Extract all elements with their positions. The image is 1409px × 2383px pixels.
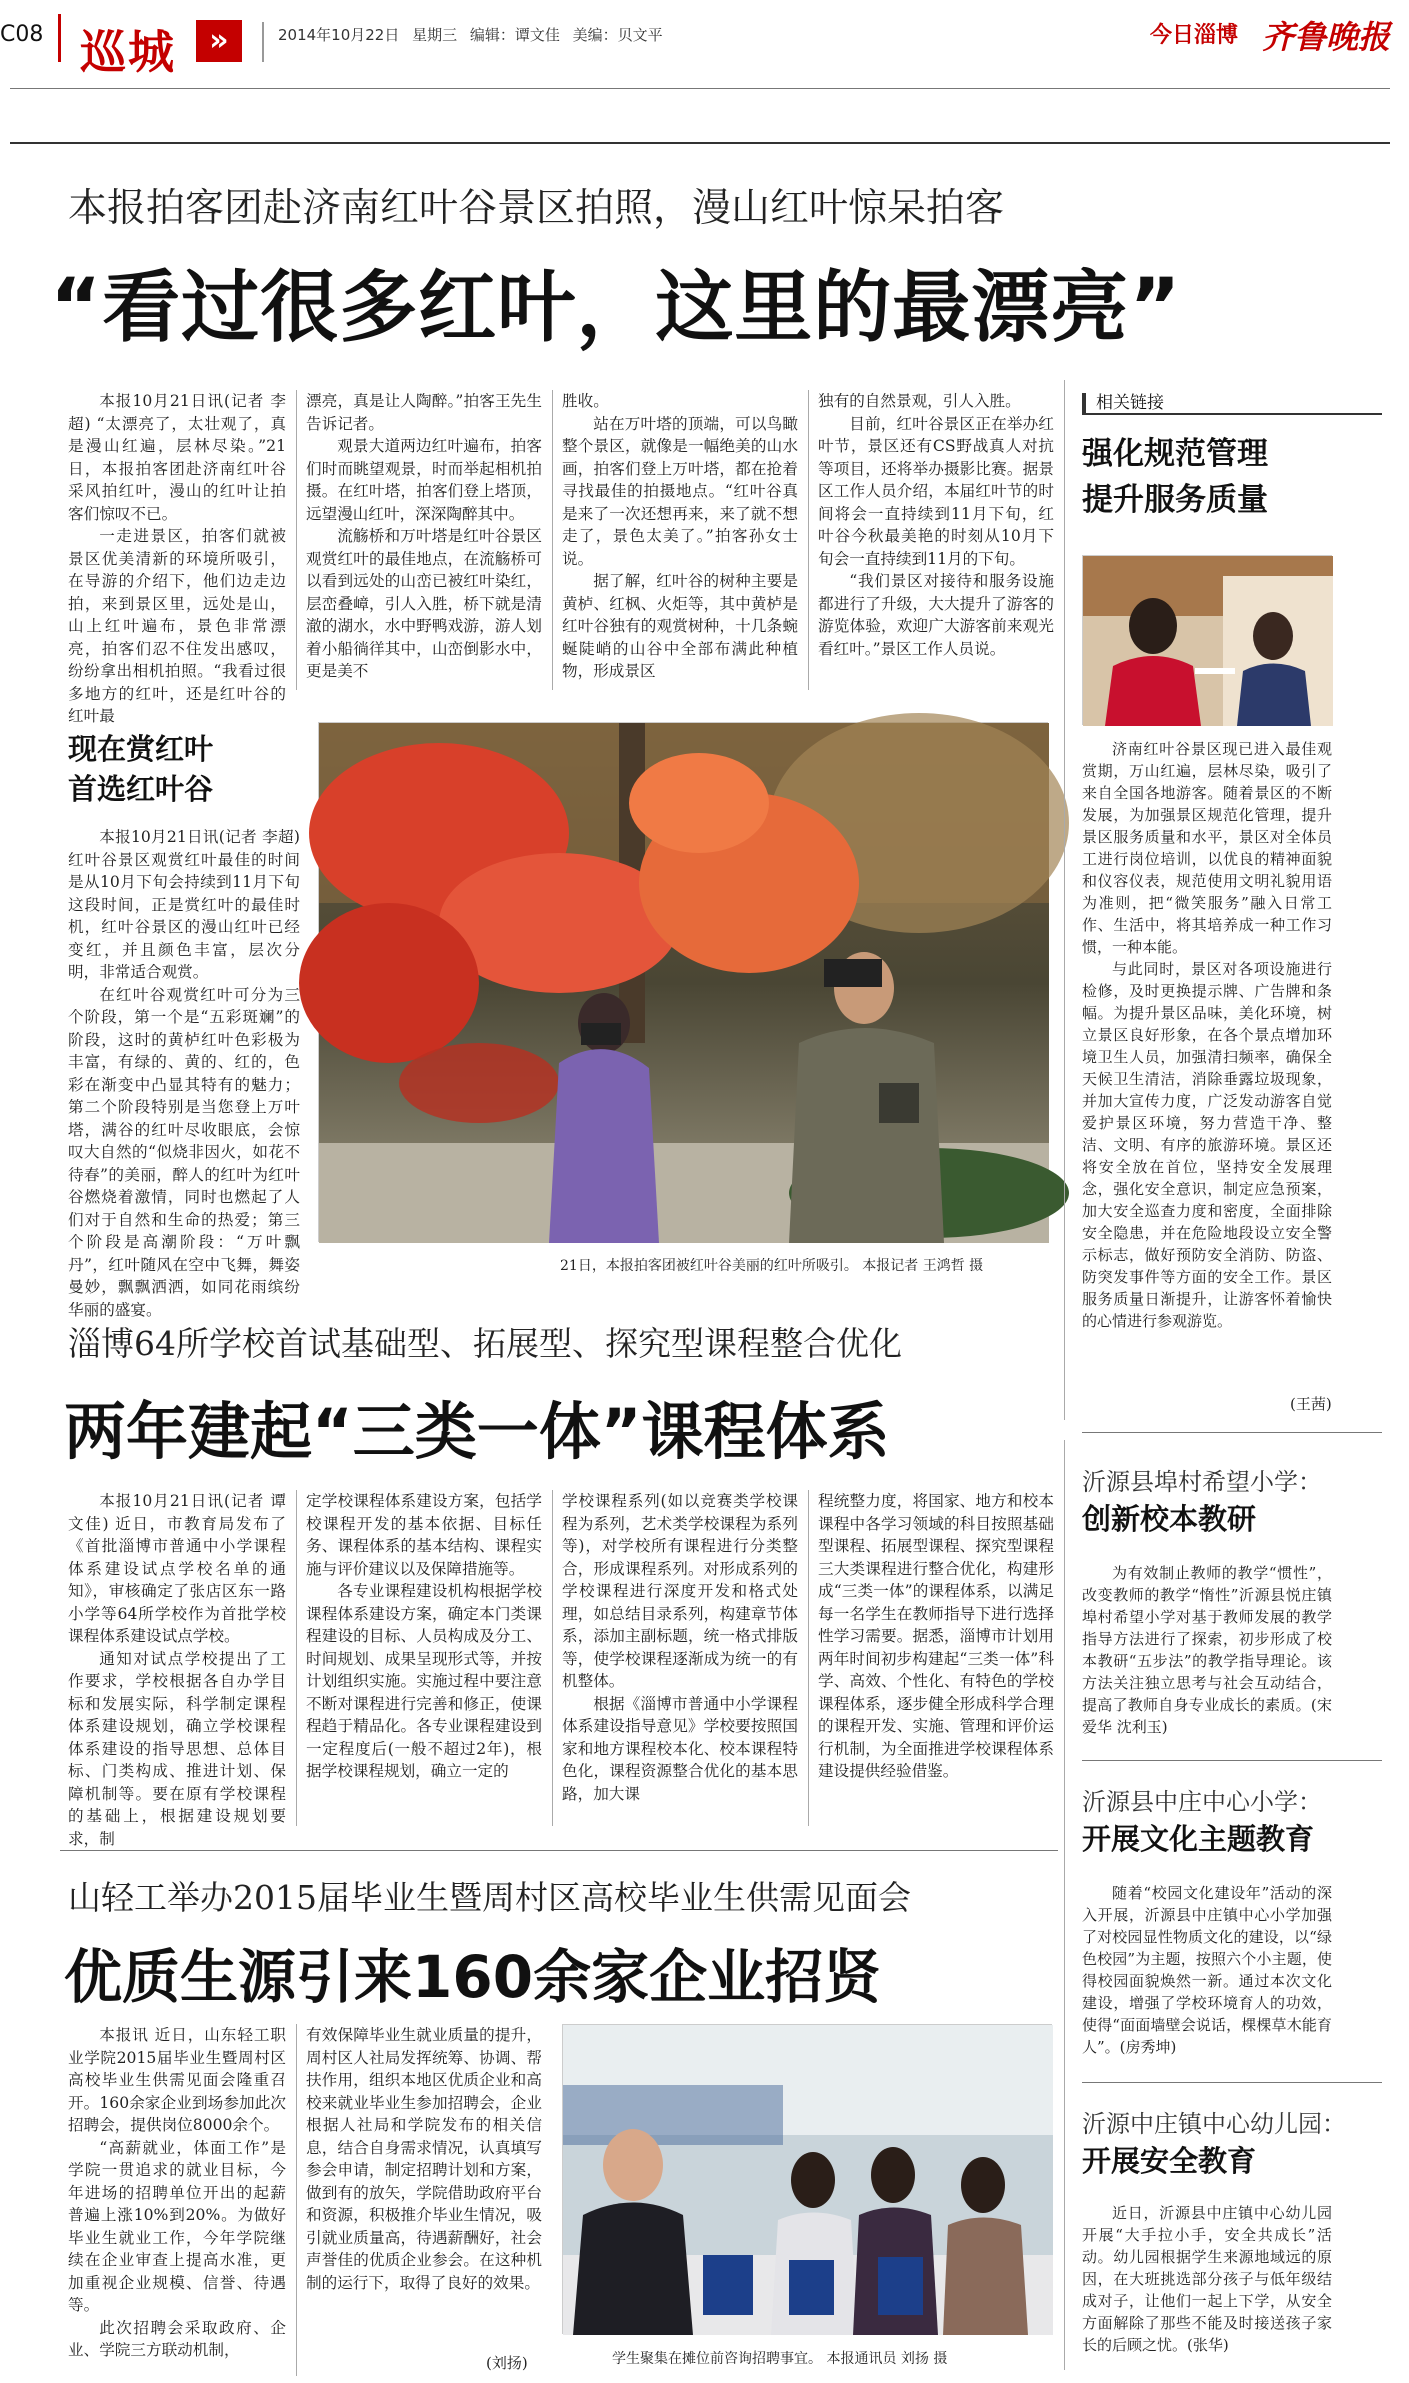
autumn-photographers-image: [319, 723, 1049, 1243]
related-links-tag: [1082, 393, 1382, 415]
page-number: C08: [0, 22, 44, 47]
paragraph: 本报10月21日讯(记者 谭文佳) 近日，市教育局发布了《首批淄博市普通中小学课程体系建设试点学校名单的通知》，审核确定了张店区东一路小学等64所学校作为首批学校课程体系建设试点学校。: [68, 1492, 286, 1645]
story1-col4: [818, 390, 1054, 690]
story1b-headline-line2: 首选红叶谷: [68, 772, 214, 806]
story2-col3: [562, 1490, 798, 1826]
sidebar2-item3-headline: 开展安全教育: [1082, 2144, 1257, 2178]
story1-kicker: 本报拍客团赴济南红叶谷景区拍照，漫山红叶惊呆拍客: [68, 186, 1005, 231]
column-rule: [808, 1490, 809, 1826]
paragraph: 济南红叶谷景区现已进入最佳观赏期，万山红遍，层林尽染，吸引了来自全国各地游客。随着景区的不断发展，为加强景区规范化管理，提升景区服务质量和水平，景区对全体员工进行岗位培训，以优良的精神面貌和仪容仪表，规范使用文明礼貌用语为准则，把“微笑服务”融入日常工作、生活中，将其培养成一种工作习惯，一种本能。: [1082, 740, 1332, 956]
paragraph: 学校课程系列(如以竞赛类学校课程为系列，艺术类学校课程为系列等)，对学校所有课程进行分类整合，形成课程系列。对形成系列的学校课程进行深度开发和格式处理，如总结目录系列，构建章节体系，添加主副标题，统一格式排版等，使学校课程逐渐成为统一的有机整体。: [562, 1492, 798, 1690]
column-rule: [296, 2024, 297, 2376]
top-rule: [10, 142, 1390, 144]
paragraph: “我们景区对接待和服务设施都进行了升级，大大提升了游客的游览体验，欢迎广大游客前来观光看红叶。”景区工作人员说。: [818, 572, 1054, 658]
brand-logo: 齐鲁晚报: [1262, 18, 1391, 56]
sidebar2-item1-body: [1082, 1562, 1332, 1742]
sidebar2-item3-body: [1082, 2202, 1332, 2378]
story3-col2: [306, 2024, 542, 2354]
masthead-divider: [262, 22, 264, 62]
related-links-label: 相关链接: [1082, 393, 1172, 413]
paragraph: 根据《淄博市普通中小学课程体系建设指导意见》学校要按照国家和地方课程校本化、校本课程特色化，课程资源整合优化的基本思路，加大课: [562, 1694, 798, 1803]
sidebar1-body: [1082, 738, 1332, 1390]
sidebar2-item2-headline: 开展文化主题教育: [1082, 1822, 1315, 1856]
sidebar2-item2-kicker: 沂源县中庄中心小学：: [1082, 1788, 1322, 1816]
story2-col1: [68, 1490, 286, 1848]
story3-photo-caption: 学生聚集在摊位前咨询招聘事宜。 本报通讯员 刘扬 摄: [612, 2351, 948, 2367]
paragraph: 观景大道两边红叶遍布，拍客们时而眺望观景，时而举起相机拍摄。在红叶塔，拍客们登上塔顶，远望漫山红叶，深深陶醉其中。: [306, 437, 542, 523]
page-number-divider: [58, 14, 61, 62]
column-rule: [296, 390, 297, 690]
sidebar2-item1-headline: 创新校本教研: [1082, 1502, 1257, 1536]
masthead: [0, 0, 1409, 80]
story1-col1: [68, 390, 286, 725]
section-title: 巡城: [80, 25, 176, 79]
story1b-body: [68, 826, 300, 1319]
story3-kicker: 山轻工举办2015届毕业生暨周村区高校毕业生供需见面会: [68, 1878, 911, 1917]
paragraph: 为有效制止教师的教学“惯性”，改变教师的教学“惰性”沂源县悦庄镇埠村希望小学对基于教师发展的教学指导方法进行了探索，初步形成了校本教研“五步法”的教学指导理论。该方法关注独立思考与社会互动结合，提高了教师自身专业成长的素质。(宋爱华 沈利玉): [1082, 1564, 1332, 1736]
paragraph: 通知对试点学校提出了工作要求，学校根据各自办学目标和发展实际，科学制定课程体系建设规划，确立学校课程体系建设的指导思想、总体目标、门类构成、推进计划、保障机制等。要在原有学校课程的基础上，根据建设规划要求，制: [68, 1649, 286, 1848]
column-rule: [552, 1490, 553, 1826]
paragraph: “高薪就业，体面工作”是学院一贯追求的就业目标，今年进场的招聘单位开出的起薪普遍上涨10%到20%。为做好毕业生就业工作，今年学院继续在企业审查上提高水准，更加重视企业规模、信誉、待遇等。: [68, 2138, 286, 2314]
column-rule: [808, 390, 809, 690]
sidebar-divider: [1082, 1432, 1382, 1433]
sidebar1-photo: [1082, 555, 1332, 725]
paragraph: 胜收。: [562, 392, 609, 410]
story2-col4: [818, 1490, 1054, 1826]
paragraph: 程统整力度，将国家、地方和校本课程中各学习领域的科目按照基础型课程、拓展型课程、探究型课程三大类课程进行整合优化，构建形成“三类一体”的课程体系，以满足每一名学生在教师指导下进行选择性学习需要。据悉，淄博市计划用两年时间初步构建起“三类一体”科学、高效、个性化、有特色的学校课程体系，逐步健全形成科学合理的课程开发、实施、管理和评价运行机制，为全面推进学校课程体系建设提供经验借鉴。: [818, 1492, 1054, 1780]
paragraph: 定学校课程体系建设方案，包括学校课程开发的基本依据、目标任务、课程体系的基本结构、课程实施与评价建议以及保障措施等。: [306, 1492, 542, 1578]
paragraph: 漂亮，真是让人陶醉。”拍客王先生告诉记者。: [306, 392, 542, 433]
brand-today-zibo: 今日淄博: [1150, 22, 1239, 48]
paragraph: 与此同时，景区对各项设施进行检修，及时更换提示牌、广告牌和条幅。为提升景区品味，美化环境，树立景区良好形象，在各个景点增加环境卫生人员，加强清扫频率，确保全天候卫生清洁，消除垂露垃圾现象，并加大宣传力度，广泛发动游客自觉爱护景区环境，努力营造干净、整洁、文明、有序的旅游环境。景区还将安全放在首位，坚持安全发展理念，强化安全意识，制定应急预案，加大安全巡查力度和密度，全面排除安全隐患，并在危险地段设立安全警示标志，做好预防安全消防、防盗、防突发事件等方面的安全工作。景区服务质量日渐提升，让游客怀着愉快的心情进行参观游览。: [1082, 960, 1332, 1330]
paragraph: 一走进景区，拍客们就被景区优美清新的环境所吸引，在导游的介绍下，他们边走边拍，来到景区里，远处是山，山上红叶遍布，景色非常漂亮，拍客们忍不住发出感叹，纷纷拿出相机拍照。“我看过很多地方的红叶，还是红叶谷的红叶最: [68, 527, 286, 725]
sidebar1-headline-line2: 提升服务质量: [1082, 482, 1268, 518]
paragraph: 本报10月21日讯(记者 李超) 红叶谷景区观赏红叶最佳的时间是从10月下旬会持续到11月下旬这段时间，正是赏红叶的最佳时机，红叶谷景区的漫山红叶已经变红，并且颜色丰富，层次分明，非常适合观赏。: [68, 828, 300, 981]
story-divider: [60, 1850, 1058, 1851]
sidebar1-byline: (王茜): [1290, 1395, 1332, 1413]
sidebar2-item3-kicker: 沂源中庄镇中心幼儿园：: [1082, 2110, 1346, 2138]
job-fair-image: [563, 2025, 1053, 2335]
paragraph: 站在万叶塔的顶端，可以鸟瞰整个景区，就像是一幅绝美的山水画，拍客们登上万叶塔，都在抢着寻找最佳的拍摄地点。“红叶谷真是来了一次还想再来，来了就不想走了，景色太美了。”拍客孙女士说。: [562, 414, 798, 568]
paragraph: 本报10月21日讯(记者 李超) “太漂亮了，太壮观了，真是漫山红遍，层林尽染。”21日，本报拍客团赴济南红叶谷采风拍红叶，漫山的红叶让拍客们惊叹不已。: [68, 392, 286, 523]
sidebar2-item1-kicker: 沂源县埠村希望小学：: [1082, 1468, 1322, 1496]
story2-kicker: 淄博64所学校首试基础型、拓展型、探究型课程整合优化: [68, 1324, 902, 1363]
story1-photo: [318, 722, 1048, 1242]
paragraph: 有效保障毕业生就业质量的提升，周村区人社局发挥统筹、协调、帮扶作用，组织本地区优质企业和高校来就业毕业生参加招聘会，企业根据人社局和学院发布的相关信息，结合自身需求情况，认真填写参会申请，制定招聘计划和方案，做到有的放矢，学院借助政府平台和资源，积极推介毕业生情况，吸引就业质量高，待遇薪酬好，社会声誉佳的优质企业参会。在这种机制的运行下，取得了良好的效果。: [306, 2026, 542, 2292]
sidebar1-headline-line1: 强化规范管理: [1082, 436, 1268, 472]
column-rule: [296, 1490, 297, 1826]
sidebar-rule: [1064, 1440, 1065, 2370]
paragraph: 此次招聘会采取政府、企业、学院三方联动机制，: [68, 2318, 286, 2359]
dateline: 2014年10月22日 星期三 编辑：谭文佳 美编：贝文平: [278, 26, 663, 44]
paragraph: 独有的自然景观，引人入胜。: [818, 392, 1021, 410]
story1-col2: [306, 390, 542, 690]
story3-byline: (刘扬): [486, 2354, 528, 2372]
story3-headline: 优质生源引来160余家企业招贤: [64, 1943, 882, 2011]
column-rule: [552, 390, 553, 690]
sidebar-rule: [1064, 380, 1065, 1420]
paragraph: 据了解，红叶谷的树种主要是黄栌、红枫、火炬等，其中黄栌是红叶谷独有的观赏树种，十几条蜿蜒陡峭的山谷中全部布满此种植物，形成景区: [562, 572, 798, 680]
staff-training-image: [1083, 556, 1333, 726]
masthead-rule: [10, 88, 1390, 89]
paragraph: 各专业课程建设机构根据学校课程体系建设方案，确定本门类课程建设的目标、人员构成及分工、时间规划、成果呈现形式等，并按计划组织实施。实施过程中要注意不断对课程进行完善和修正，使课程趋于精品化。各专业课程建设到一定程度后(一般不超过2年)，根据学校课程规划，确立一定的: [306, 1582, 542, 1780]
story1-col3: [562, 390, 798, 690]
sidebar2-item2-body: [1082, 1882, 1332, 2062]
story1-photo-caption: 21日，本报拍客团被红叶谷美丽的红叶所吸引。 本报记者 王鸿哲 摄: [560, 1258, 984, 1274]
paragraph: 本报讯 近日，山东轻工职业学院2015届毕业生暨周村区高校毕业生供需见面会隆重召开。160余家企业到场参加此次招聘会，提供岗位8000余个。: [68, 2026, 286, 2134]
story1b-headline-line1: 现在赏红叶: [68, 732, 214, 766]
story3-col1: [68, 2024, 286, 2376]
sidebar-divider: [1082, 1760, 1382, 1761]
story2-col2: [306, 1490, 542, 1826]
paragraph: 在红叶谷观赏红叶可分为三个阶段，第一个是“五彩斑斓”的阶段，这时的黄栌红叶色彩极为丰富，有绿的、黄的、红的，色彩在渐变中凸显其特有的魅力；第二个阶段特别是当您登上万叶塔，满谷的红叶尽收眼底，会惊叹大自然的“似烧非因火，如花不待春”的美丽，醉人的红叶为红叶谷燃烧着激情，同时也燃起了人们对于自然和生命的热爱；第三个阶段是高潮阶段：“万叶飘丹”，红叶随风在空中飞舞，舞姿曼妙，飘飘洒洒，如同花雨缤纷华丽的盛宴。: [68, 985, 300, 1319]
section-arrow-icon: »: [196, 20, 242, 62]
paragraph: 目前，红叶谷景区正在举办红叶节，景区还有CS野战真人对抗等项目，还将举办摄影比赛。据景区工作人员介绍，本届红叶节的时间将会一直持续到11月下旬，红叶谷今秋最美艳的时刻从10月下旬会一直持续到11月的下旬。: [818, 414, 1054, 568]
story1-headline: “看过很多红叶，这里的最漂亮”: [50, 263, 1182, 353]
story3-photo: [562, 2024, 1052, 2334]
paragraph: 随着“校园文化建设年”活动的深入开展，沂源县中庄镇中心小学加强了对校园显性物质文化的建设，以“绿色校园”为主题，按照六个小主题，使得校园面貌焕然一新。通过本次文化建设，增强了学校环境育人的功效，使得“面面墙壁会说话，棵棵草木能育人”。(房秀坤): [1082, 1884, 1332, 2056]
paragraph: 流觞桥和万叶塔是红叶谷景区观赏红叶的最佳地点，在流觞桥可以看到远处的山峦已被红叶染红，层峦叠嶂，引人入胜，桥下就是清澈的湖水，水中野鸭戏游，游人划着小船徜徉其中，山峦倒影水中，更是美不: [306, 527, 542, 680]
paragraph: 近日，沂源县中庄镇中心幼儿园开展“大手拉小手，安全共成长”活动。幼儿园根据学生来源地域远的原因，在大班挑选部分孩子与低年级结成对子，让他们一起上下学，从安全方面解除了那些不能及时接送孩子家长的后顾之忧。(张华): [1082, 2204, 1332, 2354]
sidebar-divider: [1082, 2082, 1382, 2083]
story2-headline: 两年建起“三类一体”课程体系: [64, 1395, 890, 1468]
